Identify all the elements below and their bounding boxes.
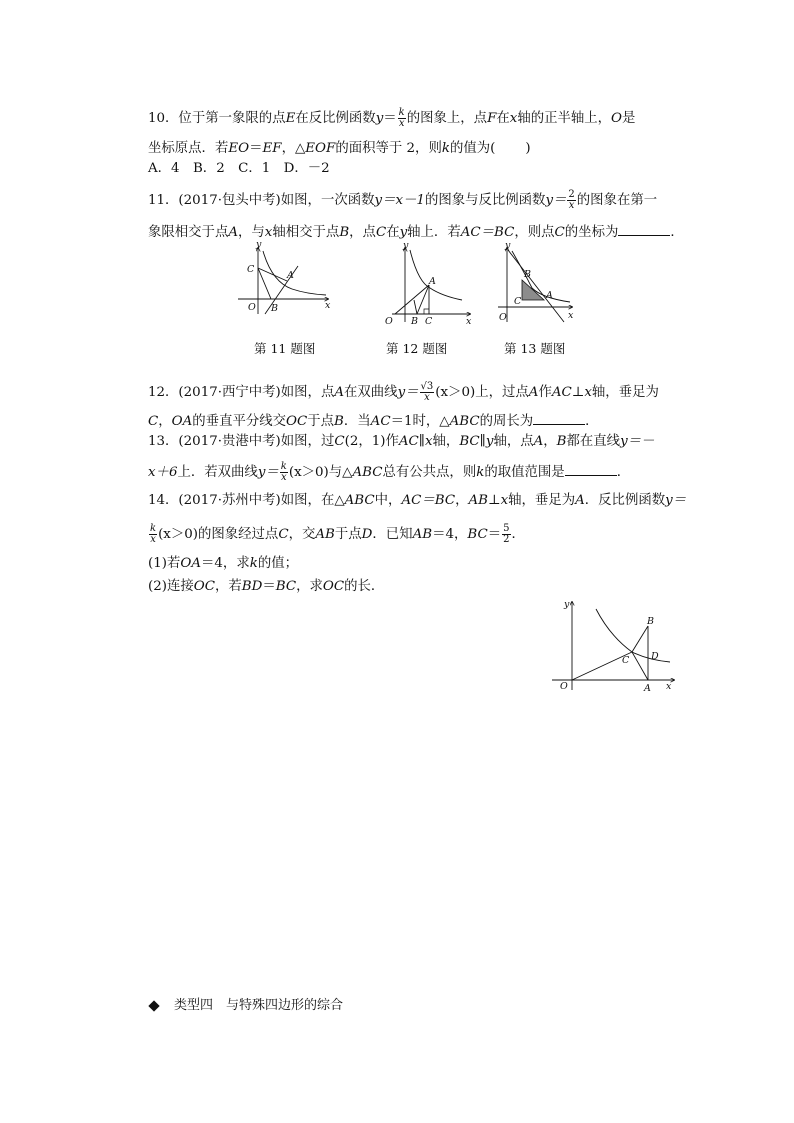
answer-blank[interactable] bbox=[565, 463, 617, 476]
segment-cb bbox=[632, 626, 648, 652]
frac-num: √3 bbox=[420, 381, 434, 392]
perp-symbol: ⊥ bbox=[488, 493, 501, 508]
q11-text: 轴相交于点 bbox=[272, 225, 340, 240]
parallel-symbol: ∥ bbox=[418, 434, 425, 449]
point-c: C bbox=[334, 434, 345, 449]
point-a: A bbox=[575, 493, 585, 508]
label-a: A bbox=[429, 276, 436, 287]
var-k: k bbox=[249, 556, 258, 571]
label-a: A bbox=[644, 683, 651, 694]
label-x: x bbox=[325, 300, 331, 311]
q13-text: ． bbox=[616, 465, 631, 480]
equals: ＝ bbox=[487, 527, 502, 542]
q11-text: ，点 bbox=[349, 225, 376, 240]
q14-text: 14．(2017·苏州中考)如图，在△ bbox=[148, 493, 345, 508]
var-y: y＝ bbox=[397, 385, 419, 400]
caption-fig13: 第 13 题图 bbox=[504, 341, 566, 356]
point-o: O bbox=[611, 111, 623, 126]
seg-oc: OC bbox=[322, 579, 345, 594]
hyperbola bbox=[410, 250, 462, 300]
label-a: A bbox=[287, 270, 294, 281]
frac-num: k bbox=[398, 107, 405, 118]
q14-text: 的图象经过点 bbox=[197, 527, 279, 542]
q13-text: 的取值范围是 bbox=[484, 465, 565, 480]
q12-text: ＝1时，△ bbox=[390, 414, 450, 429]
frac-num: 5 bbox=[503, 523, 510, 534]
q14-text: ，求 bbox=[296, 579, 323, 594]
equals: ＝ bbox=[249, 141, 263, 156]
frac-den: x bbox=[280, 472, 287, 483]
q11-line1 bbox=[148, 190, 657, 211]
frac-den: x bbox=[398, 118, 405, 129]
point-c: C bbox=[148, 414, 159, 429]
q10-text: 的值为( bbox=[449, 141, 496, 156]
frac-num: 2 bbox=[568, 189, 575, 200]
point-f: F bbox=[487, 111, 497, 126]
q10-text: 坐标原点．若 bbox=[148, 141, 229, 156]
point-d: D bbox=[361, 527, 373, 542]
label-o: O bbox=[499, 312, 507, 323]
q11-text: 轴上．若 bbox=[407, 225, 461, 240]
var-y: y＝ bbox=[545, 193, 567, 208]
q14-text: 轴，垂足为 bbox=[508, 493, 576, 508]
equals: ＝ bbox=[383, 111, 397, 126]
q11-text: 11．(2017·包头中考)如图，一次函数 bbox=[148, 193, 375, 208]
q11-text: 的坐标为 bbox=[564, 225, 619, 240]
q11-text: ，则点 bbox=[514, 225, 555, 240]
section-heading bbox=[150, 994, 343, 1013]
q11-text: ，与 bbox=[238, 225, 265, 240]
label-y: y bbox=[564, 599, 570, 610]
caption-fig12: 第 12 题图 bbox=[386, 341, 448, 356]
q10-text: 是 bbox=[622, 111, 636, 126]
triangle-abc bbox=[522, 280, 544, 300]
var-k: k bbox=[476, 465, 485, 480]
point-c: C bbox=[278, 527, 289, 542]
q11-text: 的图象在第一 bbox=[576, 193, 658, 208]
q14-text: ．反比例函数 bbox=[584, 493, 666, 508]
q12-text: 上，过点 bbox=[475, 385, 529, 400]
q11-text: 的图象与反比例函数 bbox=[424, 193, 546, 208]
label-o: O bbox=[248, 302, 256, 313]
point-b: B bbox=[556, 434, 567, 449]
q10-text: 在 bbox=[496, 111, 510, 126]
q12-text: ． bbox=[585, 414, 599, 429]
figure-13 bbox=[492, 242, 578, 326]
triangle-eof: EOF bbox=[305, 141, 336, 156]
q13-text: 轴，点 bbox=[493, 434, 534, 449]
linear-function: y＝x－1 bbox=[374, 193, 425, 208]
seg-bc: BC bbox=[459, 434, 480, 449]
q12-text: 于点 bbox=[307, 414, 335, 429]
q14-text: ， bbox=[455, 493, 469, 508]
q10-text: 的图象上，点 bbox=[406, 111, 488, 126]
seg-ac: AC bbox=[398, 434, 419, 449]
equation-ac-bc: AC＝BC bbox=[460, 225, 515, 240]
answer-blank[interactable] bbox=[618, 223, 670, 236]
point-b: B bbox=[339, 225, 350, 240]
label-d: D bbox=[651, 651, 659, 662]
label-o: O bbox=[560, 681, 568, 692]
perp-bisector bbox=[414, 300, 417, 314]
q12-text: 的周长为 bbox=[479, 414, 534, 429]
point-b: B bbox=[334, 414, 344, 429]
label-b: B bbox=[271, 303, 278, 314]
q12-line1 bbox=[148, 382, 659, 403]
hyperbola bbox=[263, 251, 326, 295]
frac-num: k bbox=[150, 523, 157, 534]
seg-bc: BC bbox=[275, 579, 297, 594]
q13-text: 轴， bbox=[432, 434, 460, 449]
seg-ac: AC bbox=[551, 385, 572, 400]
q10-text: 在反比例函数 bbox=[295, 111, 376, 126]
var-y: y＝ bbox=[665, 493, 687, 508]
frac-den: 2 bbox=[503, 534, 510, 545]
q12-text: 的垂直平分线交 bbox=[192, 414, 287, 429]
fraction-k-over-x bbox=[280, 462, 288, 483]
seg-bd: BD bbox=[241, 579, 263, 594]
q14-text: 的长． bbox=[344, 579, 385, 594]
q13-text: ， bbox=[543, 434, 557, 449]
equals: ＝ bbox=[262, 579, 276, 594]
q13-text: 13．(2017·贵港中考)如图，过 bbox=[148, 434, 335, 449]
label-o: O bbox=[385, 316, 393, 326]
seg-oa: OA bbox=[171, 414, 193, 429]
section-label: 类型四 与特殊四边形的综合 bbox=[174, 998, 344, 1013]
q10-options: A．4 B．2 C．1 D．－2 bbox=[148, 161, 330, 176]
q11-text: 象限相交于点 bbox=[148, 225, 229, 240]
q10-text: ) bbox=[525, 141, 531, 156]
seg-ab: AB bbox=[468, 493, 488, 508]
q12-line2 bbox=[148, 412, 599, 431]
fraction-5-over-2 bbox=[502, 524, 510, 545]
label-c: C bbox=[514, 296, 522, 307]
q10-line2 bbox=[148, 140, 531, 158]
q12-text: 在双曲线 bbox=[344, 385, 398, 400]
hyperbola bbox=[512, 251, 570, 302]
point-a: A bbox=[334, 385, 345, 400]
triangle-abc: ABC bbox=[344, 493, 375, 508]
figure-12 bbox=[378, 242, 476, 326]
q14-text: 中， bbox=[374, 493, 402, 508]
q14-line1 bbox=[148, 492, 686, 510]
seg-ab: AB bbox=[412, 527, 433, 542]
q14-text: ＝4，求 bbox=[201, 556, 250, 571]
q14-text: ＝4， bbox=[432, 527, 468, 542]
q14-text: (1)若 bbox=[148, 556, 181, 571]
label-x: x bbox=[568, 310, 574, 321]
line-equation: y＝－ bbox=[620, 434, 655, 449]
fraction-k-over-x bbox=[398, 108, 406, 129]
caption-fig11: 第 11 题图 bbox=[254, 341, 316, 356]
figure-11 bbox=[232, 242, 334, 318]
q14-text: ．已知 bbox=[372, 527, 413, 542]
figure-14 bbox=[548, 596, 680, 694]
domain-condition: (x＞0) bbox=[288, 465, 329, 480]
frac-num: k bbox=[280, 461, 287, 472]
q13-line1 bbox=[148, 433, 654, 451]
frac-den: x bbox=[424, 392, 430, 403]
diamond-bullet-icon bbox=[148, 1000, 159, 1011]
q12-text: ， bbox=[158, 414, 172, 429]
var-y: y＝ bbox=[257, 465, 279, 480]
q12-text: ．当 bbox=[343, 414, 371, 429]
var-x: x bbox=[509, 111, 518, 126]
var-y: y bbox=[485, 434, 494, 449]
seg-ab: AB bbox=[315, 527, 335, 542]
triangle-abc: ABC bbox=[449, 414, 480, 429]
var-y: y bbox=[375, 111, 384, 126]
q14-line2 bbox=[148, 524, 525, 545]
label-b: B bbox=[524, 269, 531, 280]
q10-line1 bbox=[148, 108, 635, 129]
label-c: C bbox=[622, 655, 630, 666]
seg-oa: OA bbox=[180, 556, 202, 571]
line-equation: x＋6 bbox=[148, 465, 178, 480]
var-k: k bbox=[441, 141, 450, 156]
fraction-sqrt3-over-x bbox=[420, 382, 435, 403]
label-y: y bbox=[256, 242, 262, 250]
answer-blank[interactable] bbox=[533, 412, 585, 425]
q13-text: 上．若双曲线 bbox=[177, 465, 258, 480]
segment-ca bbox=[632, 652, 648, 680]
domain-condition: (x＞0) bbox=[158, 527, 198, 542]
var-x: x bbox=[424, 434, 433, 449]
frac-den: x bbox=[150, 534, 156, 545]
q14-text: (2)连接 bbox=[148, 579, 194, 594]
label-c: C bbox=[247, 264, 255, 275]
q11-line2 bbox=[148, 223, 684, 242]
domain-condition: (x＞0) bbox=[435, 385, 476, 400]
frac-den: x bbox=[568, 200, 575, 211]
label-b: B bbox=[411, 316, 418, 326]
q12-text: 12．(2017·西宁中考)如图，点 bbox=[148, 385, 335, 400]
q10-text: ，△ bbox=[281, 141, 306, 156]
var-x: x bbox=[584, 385, 592, 400]
label-c: C bbox=[425, 316, 433, 326]
seg-ac: AC bbox=[370, 414, 391, 429]
point-a: A bbox=[228, 225, 239, 240]
q13-line2 bbox=[148, 462, 630, 483]
q14-text: ，若 bbox=[214, 579, 242, 594]
seg-bc: BC bbox=[467, 527, 488, 542]
q11-text: 在 bbox=[386, 225, 400, 240]
q10-text: 轴的正半轴上， bbox=[517, 111, 612, 126]
label-a: A bbox=[546, 290, 553, 301]
point-e: E bbox=[285, 111, 296, 126]
equation-ac-bc: AC＝BC bbox=[401, 493, 456, 508]
q14-part2 bbox=[148, 578, 384, 596]
label-x: x bbox=[666, 681, 672, 692]
label-b: B bbox=[647, 616, 654, 627]
q10-text: 的面积等于 2，则 bbox=[335, 141, 442, 156]
seg-ef: EF bbox=[262, 141, 282, 156]
var-x: x bbox=[500, 493, 509, 508]
triangle-abc: ABC bbox=[352, 465, 383, 480]
label-y: y bbox=[403, 242, 409, 251]
q13-text: 都在直线 bbox=[566, 434, 621, 449]
seg-oc: OC bbox=[193, 579, 215, 594]
right-angle-mark bbox=[424, 309, 429, 314]
seg-eo: EO bbox=[228, 141, 250, 156]
var-x: x bbox=[264, 225, 273, 240]
var-y: y bbox=[399, 225, 408, 240]
q13-text: 总有公共点，则 bbox=[382, 465, 477, 480]
label-y: y bbox=[505, 242, 511, 251]
line-y-neg-x-6 bbox=[508, 250, 564, 322]
point-c: C bbox=[554, 225, 565, 240]
q14-part1 bbox=[148, 555, 298, 573]
q10-text: 10．位于第一象限的点 bbox=[148, 111, 286, 126]
point-a: A bbox=[533, 434, 544, 449]
perp-symbol: ⊥ bbox=[571, 385, 585, 400]
point-a: A bbox=[528, 385, 539, 400]
fraction-k-over-x bbox=[149, 524, 157, 545]
q11-text: ． bbox=[670, 225, 684, 240]
q14-text: ． bbox=[511, 527, 525, 542]
q14-text: 于点 bbox=[334, 527, 362, 542]
label-x: x bbox=[466, 316, 472, 326]
q12-text: 作 bbox=[538, 385, 552, 400]
q14-text: ，交 bbox=[288, 527, 316, 542]
point-c: C bbox=[375, 225, 387, 240]
q13-text: (2，1)作 bbox=[344, 434, 399, 449]
q14-text: 的值； bbox=[257, 556, 299, 571]
parallel-symbol: ∥ bbox=[479, 434, 486, 449]
segment-ab bbox=[417, 285, 429, 314]
fraction-2-over-x bbox=[567, 190, 575, 211]
q12-text: 轴，垂足为 bbox=[591, 385, 659, 400]
seg-oc: OC bbox=[286, 414, 308, 429]
q13-text: 与△ bbox=[328, 465, 353, 480]
